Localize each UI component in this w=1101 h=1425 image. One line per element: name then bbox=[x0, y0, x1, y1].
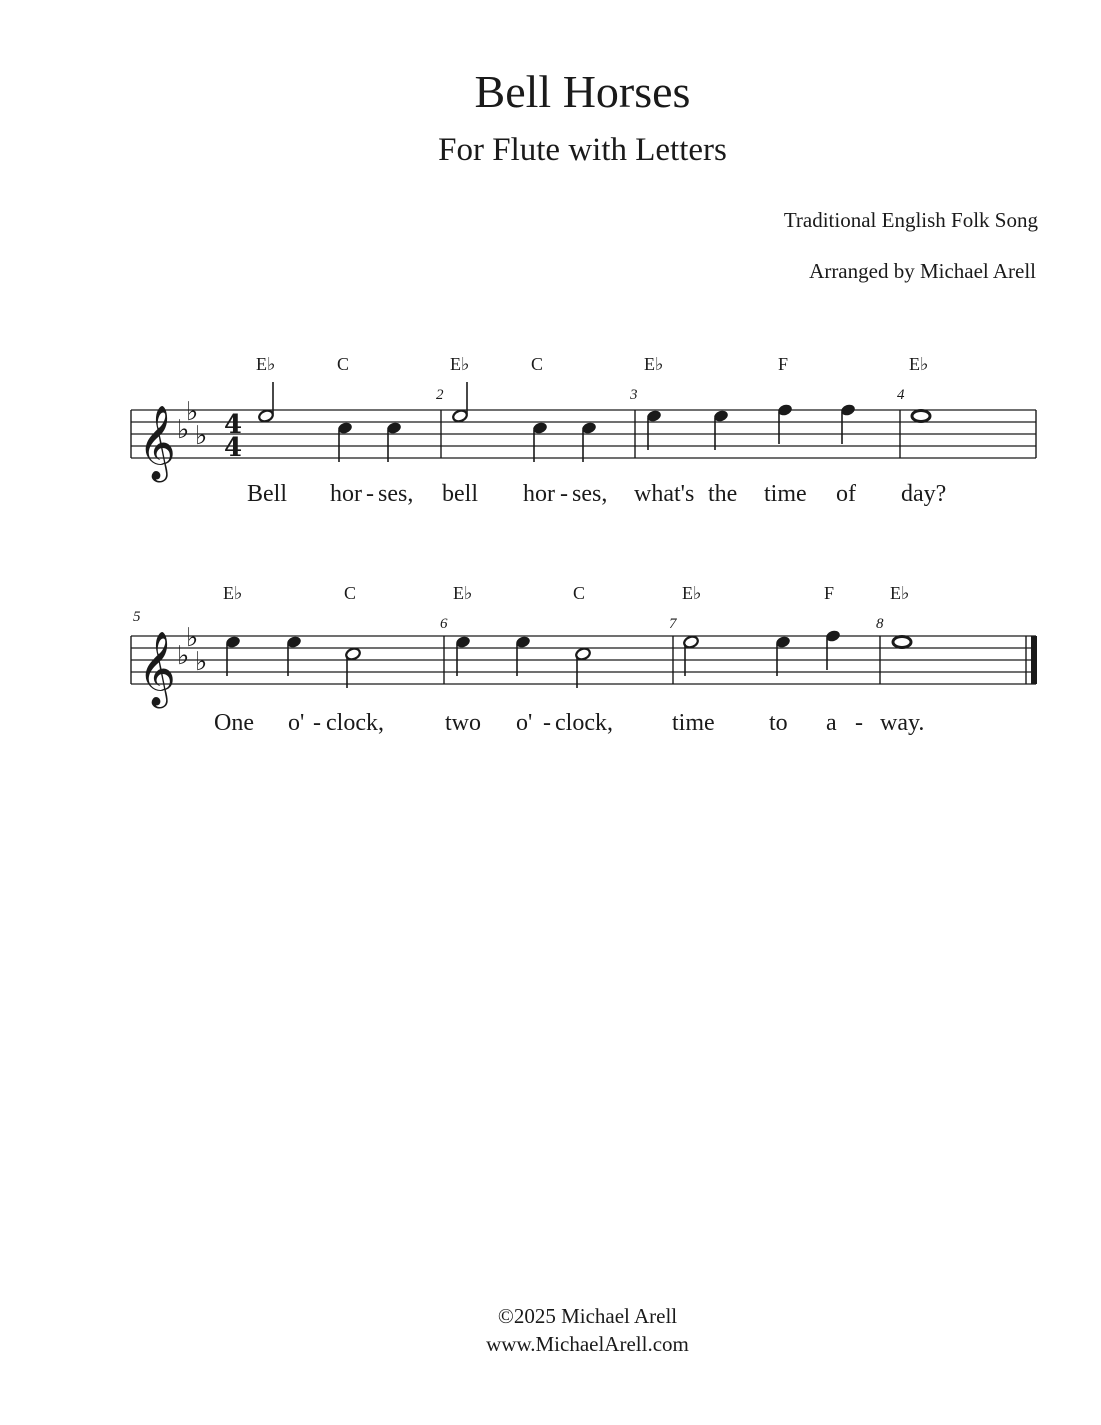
composer-credit: Traditional English Folk Song bbox=[783, 208, 1038, 232]
chord-symbol: F bbox=[824, 583, 835, 603]
treble-clef-icon: 𝄞 bbox=[138, 406, 176, 480]
lyric-syllable: hor bbox=[330, 481, 362, 507]
lyric-syllable: hor bbox=[523, 481, 555, 507]
chord-symbol: C bbox=[337, 354, 350, 374]
lyric-syllable: what's bbox=[634, 481, 695, 507]
note bbox=[345, 647, 362, 688]
chord-symbol: F bbox=[778, 354, 789, 374]
note bbox=[452, 382, 469, 423]
note bbox=[286, 635, 303, 676]
chord-symbol: E♭ bbox=[682, 583, 702, 603]
note bbox=[683, 635, 700, 676]
note bbox=[893, 637, 911, 648]
lyric-syllable: o' bbox=[516, 710, 533, 736]
flat-icon: ♭ bbox=[177, 415, 190, 445]
note bbox=[258, 382, 275, 423]
note bbox=[575, 647, 592, 688]
chord-symbol: E♭ bbox=[890, 583, 910, 603]
lyric-syllable: clock, bbox=[326, 710, 384, 736]
final-barline bbox=[1031, 636, 1037, 684]
note bbox=[337, 421, 354, 462]
note bbox=[713, 409, 730, 450]
note bbox=[581, 421, 598, 462]
note bbox=[455, 635, 472, 676]
system-1 bbox=[131, 354, 1036, 507]
measure-number: 2 bbox=[436, 387, 444, 403]
key-signature bbox=[177, 397, 207, 451]
flat-icon: ♭ bbox=[177, 641, 190, 671]
lyric-hyphen: - bbox=[313, 710, 321, 736]
lyric-hyphen: - bbox=[855, 710, 863, 736]
lyric-hyphen: - bbox=[543, 710, 551, 736]
note bbox=[840, 403, 857, 444]
note bbox=[777, 403, 794, 444]
time-signature-top: 4 bbox=[224, 410, 243, 440]
chord-symbol: E♭ bbox=[223, 583, 243, 603]
note bbox=[775, 635, 792, 676]
arranger-credit: Arranged by Michael Arell bbox=[809, 259, 1036, 283]
measure-number: 3 bbox=[630, 387, 638, 403]
lyric-hyphen: - bbox=[560, 481, 568, 507]
lyric-syllable: to bbox=[769, 710, 788, 736]
chord-symbol: C bbox=[573, 583, 586, 603]
note bbox=[225, 635, 242, 676]
song-subtitle: For Flute with Letters bbox=[438, 132, 727, 168]
flat-icon: ♭ bbox=[195, 421, 208, 451]
chord-symbol: E♭ bbox=[644, 354, 664, 374]
note bbox=[912, 411, 930, 422]
song-title: Bell Horses bbox=[474, 66, 691, 117]
lyric-syllable: ses, bbox=[378, 481, 414, 507]
chord-symbol: E♭ bbox=[453, 583, 473, 603]
note bbox=[515, 635, 532, 676]
lyric-syllable: two bbox=[445, 710, 481, 736]
lyric-syllable: ses, bbox=[572, 481, 608, 507]
lyric-hyphen: - bbox=[366, 481, 374, 507]
chord-symbol: C bbox=[344, 583, 357, 603]
lyric-syllable: a bbox=[826, 710, 837, 736]
lyric-syllable: o' bbox=[288, 710, 305, 736]
note bbox=[646, 409, 663, 450]
treble-clef-icon: 𝄞 bbox=[138, 632, 176, 706]
measure-number: 4 bbox=[897, 387, 905, 403]
note bbox=[825, 629, 842, 670]
measure-number: 6 bbox=[440, 616, 448, 632]
chord-symbol: C bbox=[531, 354, 544, 374]
copyright-notice: ©2025 Michael Arell bbox=[497, 1304, 678, 1328]
key-signature bbox=[177, 623, 207, 677]
measure-number: 5 bbox=[133, 609, 141, 625]
system-2 bbox=[131, 583, 1037, 736]
lyric-syllable: clock, bbox=[555, 710, 613, 736]
lyric-syllable: day? bbox=[901, 481, 947, 507]
note bbox=[386, 421, 403, 462]
website-link[interactable]: www.MichaelArell.com bbox=[486, 1332, 689, 1356]
flat-icon: ♭ bbox=[186, 623, 199, 653]
flat-icon: ♭ bbox=[186, 397, 199, 427]
lyric-syllable: bell bbox=[442, 481, 478, 507]
time-signature-bottom: 4 bbox=[224, 433, 243, 463]
measure-number: 8 bbox=[876, 616, 884, 632]
chord-symbol: E♭ bbox=[256, 354, 276, 374]
lyric-syllable: time bbox=[672, 710, 715, 736]
lyric-syllable: way. bbox=[880, 710, 925, 736]
lyric-syllable: time bbox=[764, 481, 807, 507]
chord-symbol: E♭ bbox=[909, 354, 929, 374]
measure-number: 7 bbox=[669, 616, 677, 632]
lyric-syllable: the bbox=[708, 481, 738, 507]
lyric-syllable: Bell bbox=[247, 481, 287, 507]
note bbox=[532, 421, 549, 462]
lyric-syllable: of bbox=[836, 481, 856, 507]
chord-symbol: E♭ bbox=[450, 354, 470, 374]
flat-icon: ♭ bbox=[195, 647, 208, 677]
lyric-syllable: One bbox=[214, 710, 254, 736]
